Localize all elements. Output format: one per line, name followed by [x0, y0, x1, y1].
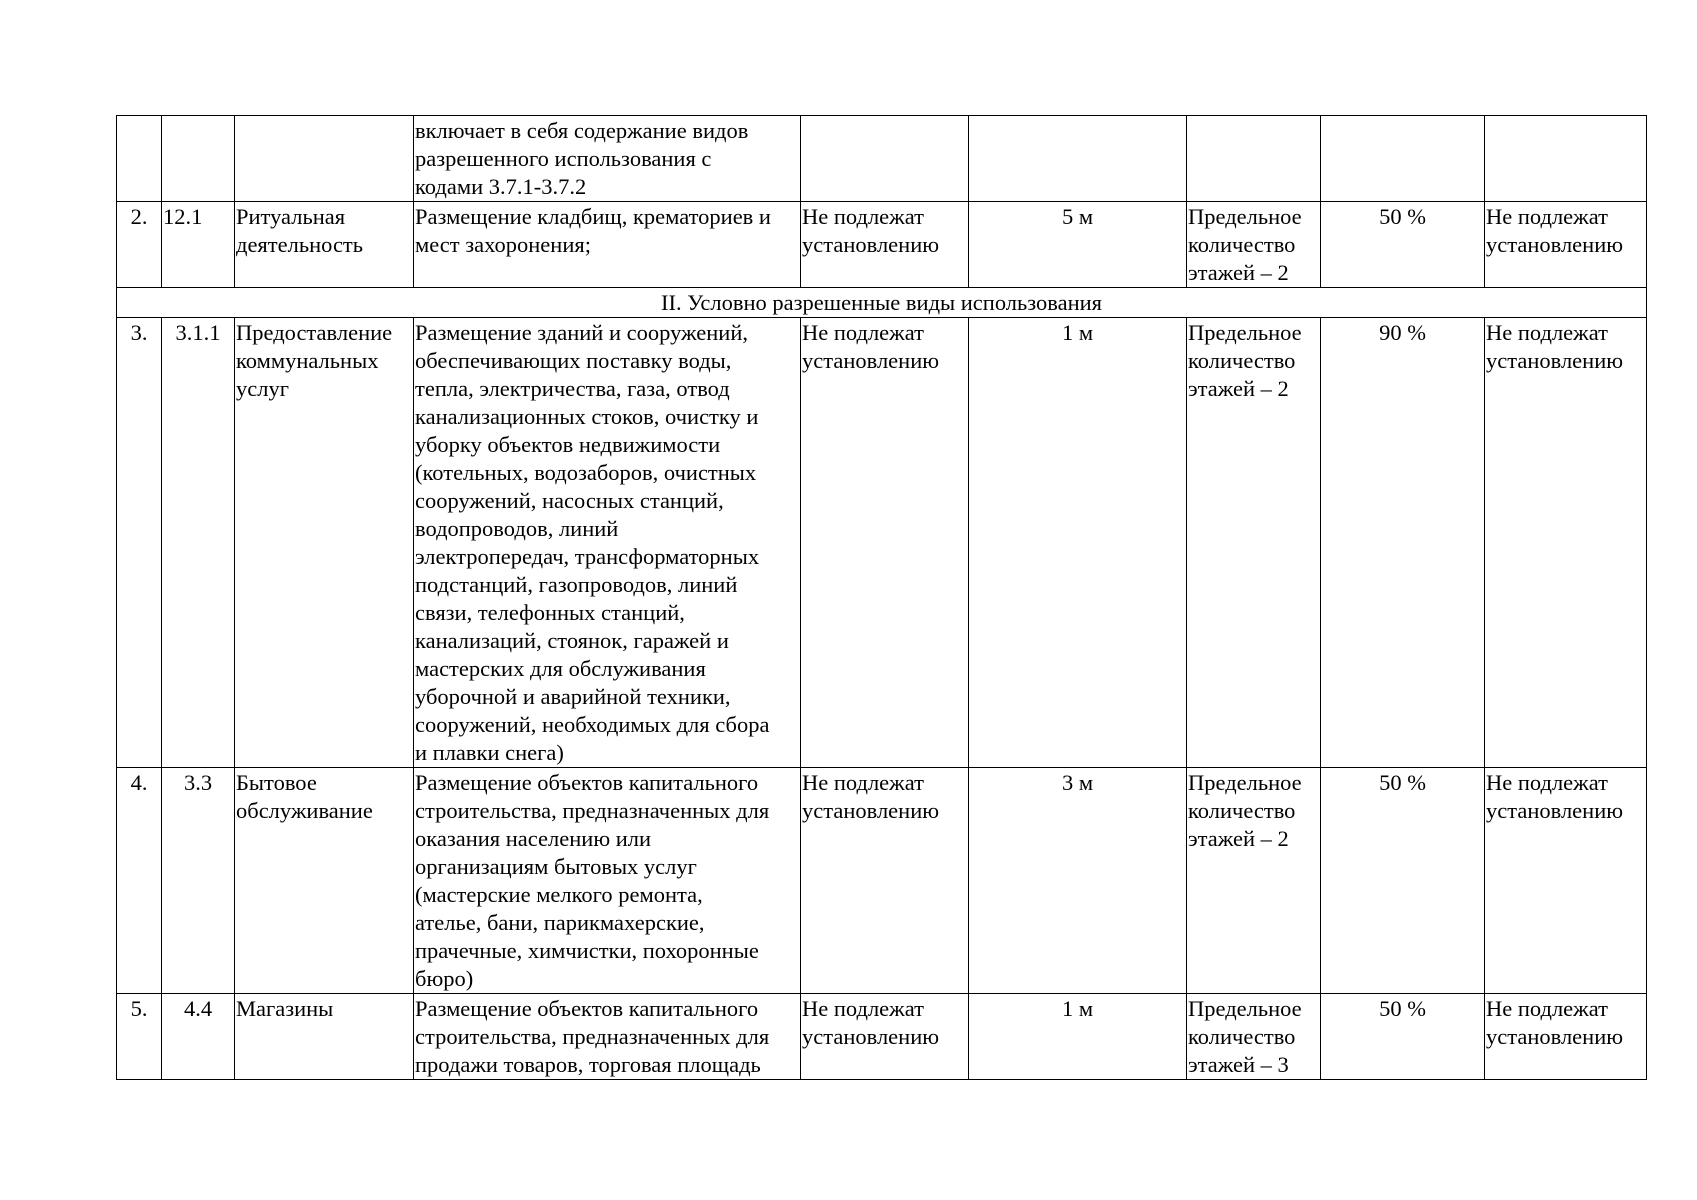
row-col9	[1485, 116, 1647, 202]
row-number: 3.	[117, 318, 162, 768]
table-row	[117, 994, 1647, 1080]
row-code: 3.3	[162, 768, 235, 994]
row-col6: 3 м	[969, 768, 1187, 994]
row-col9: Не подлежат установлению	[1485, 202, 1647, 288]
row-col8: 50 %	[1321, 994, 1485, 1080]
row-code: 3.1.1	[162, 318, 235, 768]
table-row	[117, 318, 1647, 768]
row-description: включает в себя содержание видов разрешенного использования с кодами 3.7.1-3.7.2	[414, 116, 801, 202]
row-col5	[801, 116, 969, 202]
row-col6	[969, 116, 1187, 202]
section-row	[117, 288, 1647, 318]
row-col7: Предельное количество этажей – 2	[1187, 202, 1321, 288]
row-number: 5.	[117, 994, 162, 1080]
row-col8: 50 %	[1321, 202, 1485, 288]
table-row	[117, 768, 1647, 994]
row-col7	[1187, 116, 1321, 202]
row-description: Размещение зданий и сооружений, обеспечивающих поставку воды, тепла, электричества, газа, отвод канализационных стоков, очистку и уборку объектов недвижимости (котельных, водозаборов, очистных сооружений, насосных станций, водопроводов, линий электропередач, трансформаторных подстанций, газопроводов, линий связи, телефонных станций, канализаций, стоянок, гаражей и мастерских для обслуживания уборочной и аварийной техники, сооружений, необходимых для сбора и плавки снега)	[414, 318, 801, 768]
row-name: Магазины	[235, 994, 414, 1080]
row-name: Ритуальная деятельность	[235, 202, 414, 288]
row-number: 2.	[117, 202, 162, 288]
row-description: Размещение кладбищ, крематориев и мест захоронения;	[414, 202, 801, 288]
row-number: 4.	[117, 768, 162, 994]
row-col9: Не подлежат установлению	[1485, 994, 1647, 1080]
row-col5: Не подлежат установлению	[801, 318, 969, 768]
row-col6: 5 м	[969, 202, 1187, 288]
row-col9: Не подлежат установлению	[1485, 768, 1647, 994]
row-name: Предоставление коммунальных услуг	[235, 318, 414, 768]
row-name: Бытовое обслуживание	[235, 768, 414, 994]
row-code	[162, 116, 235, 202]
table-row	[117, 202, 1647, 288]
row-name	[235, 116, 414, 202]
row-col6: 1 м	[969, 994, 1187, 1080]
row-col8	[1321, 116, 1485, 202]
row-col5: Не подлежат установлению	[801, 202, 969, 288]
row-col8: 90 %	[1321, 318, 1485, 768]
row-number	[117, 116, 162, 202]
table-row	[117, 116, 1647, 202]
row-code: 4.4	[162, 994, 235, 1080]
section-title: II. Условно разрешенные виды использования	[117, 288, 1647, 318]
zoning-table	[116, 115, 1647, 1080]
row-col7: Предельное количество этажей – 3	[1187, 994, 1321, 1080]
row-col9: Не подлежат установлению	[1485, 318, 1647, 768]
row-col7: Предельное количество этажей – 2	[1187, 768, 1321, 994]
row-col8: 50 %	[1321, 768, 1485, 994]
row-col7: Предельное количество этажей – 2	[1187, 318, 1321, 768]
row-description: Размещение объектов капитального строительства, предназначенных для оказания населению или организациям бытовых услуг (мастерские мелкого ремонта, ателье, бани, парикмахерские, прачечные, химчистки, похоронные бюро)	[414, 768, 801, 994]
row-col5: Не подлежат установлению	[801, 994, 969, 1080]
row-col5: Не подлежат установлению	[801, 768, 969, 994]
row-col6: 1 м	[969, 318, 1187, 768]
row-description: Размещение объектов капитального строительства, предназначенных для продажи товаров, торговая площадь	[414, 994, 801, 1080]
row-code: 12.1	[162, 202, 235, 288]
